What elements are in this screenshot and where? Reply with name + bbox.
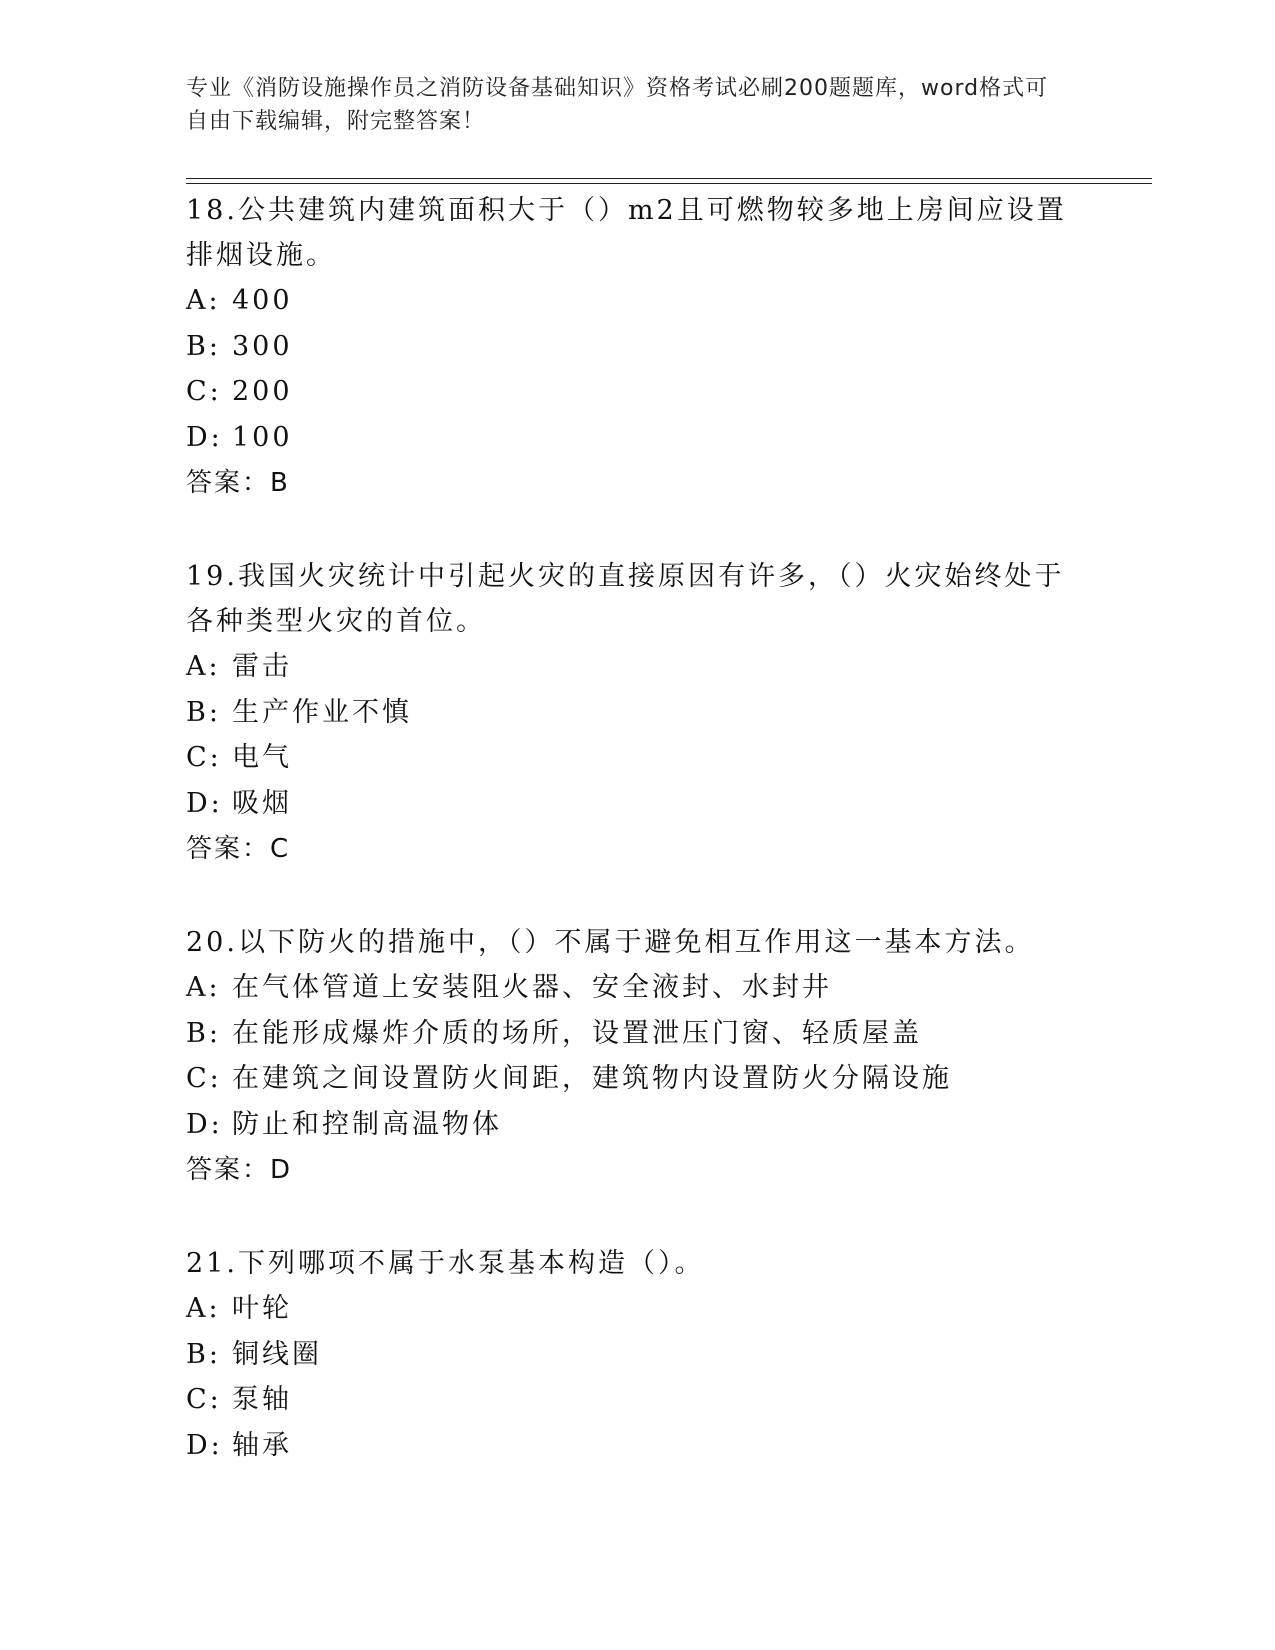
answer-label: 答案：D <box>186 1155 293 1185</box>
option-b <box>186 1332 1086 1378</box>
option-a <box>186 644 1086 690</box>
option-a <box>186 278 1086 324</box>
option-key: C: <box>186 742 222 773</box>
option-text: 400 <box>232 285 293 316</box>
option-key: C: <box>186 1063 222 1094</box>
option-key: D: <box>186 787 223 819</box>
option-text: 叶轮 <box>232 1293 292 1324</box>
question-text: 21.下列哪项不属于水泵基本构造（）。 <box>186 1248 705 1279</box>
option-d <box>186 415 1086 461</box>
option-key: A: <box>186 285 221 316</box>
option-key: B: <box>186 696 221 728</box>
option-text: 吸烟 <box>232 787 292 819</box>
option-b <box>186 1011 1086 1057</box>
question-text: 19.我国火灾统计中引起火灾的直接原因有许多，（）火灾始终处于各种类型火灾的首位。 <box>186 561 1065 637</box>
option-b <box>186 690 1086 736</box>
option-d <box>186 1423 1086 1469</box>
option-a <box>186 965 1086 1011</box>
answer-label: 答案：B <box>186 468 290 498</box>
option-c <box>186 1377 1086 1423</box>
document-header <box>186 72 1066 138</box>
option-key: B: <box>186 1338 221 1370</box>
option-text: 在气体管道上安装阻火器、安全液封、水封井 <box>232 972 832 1003</box>
option-key: D: <box>186 1108 223 1140</box>
option-text: 电气 <box>232 742 292 773</box>
option-c <box>186 1056 1086 1102</box>
option-key: B: <box>186 1017 221 1049</box>
option-a <box>186 1286 1086 1332</box>
header-rule-top <box>186 178 1152 179</box>
option-text: 轴承 <box>232 1429 292 1461</box>
option-key: D: <box>186 1429 223 1461</box>
option-d <box>186 781 1086 827</box>
option-text: 在能形成爆炸介质的场所，设置泄压门窗、轻质屋盖 <box>232 1017 922 1049</box>
option-text: 200 <box>232 376 293 407</box>
option-key: C: <box>186 1384 222 1415</box>
option-text: 300 <box>232 330 293 362</box>
question-20 <box>186 920 1086 1193</box>
option-b <box>186 324 1086 370</box>
question-21 <box>186 1241 1086 1468</box>
option-text: 雷击 <box>232 651 292 682</box>
answer-label: 答案：C <box>186 834 291 864</box>
option-key: A: <box>186 972 221 1003</box>
question-list <box>186 188 1086 1516</box>
option-key: B: <box>186 330 221 362</box>
option-c <box>186 735 1086 781</box>
option-c <box>186 369 1086 415</box>
option-d <box>186 1102 1086 1148</box>
header-rule-bottom <box>186 183 1152 184</box>
header-title: 专业《消防设施操作员之消防设备基础知识》资格考试必刷200题题库，word格式可自由下载编辑，附完整答案！ <box>186 76 1049 134</box>
option-text: 生产作业不慎 <box>232 696 412 728</box>
option-text: 防止和控制高温物体 <box>232 1108 502 1140</box>
option-text: 100 <box>232 421 293 453</box>
option-key: C: <box>186 376 222 407</box>
question-19 <box>186 554 1086 872</box>
option-text: 在建筑之间设置防火间距，建筑物内设置防火分隔设施 <box>232 1063 952 1094</box>
question-18 <box>186 188 1086 506</box>
question-text: 20.以下防火的措施中，（）不属于避免相互作用这一基本方法。 <box>186 927 1035 958</box>
question-text: 18.公共建筑内建筑面积大于（）m2且可燃物较多地上房间应设置排烟设施。 <box>186 195 1067 271</box>
option-key: D: <box>186 421 223 453</box>
option-text: 泵轴 <box>232 1384 292 1415</box>
option-text: 铜线圈 <box>232 1338 322 1370</box>
option-key: A: <box>186 651 221 682</box>
option-key: A: <box>186 1293 221 1324</box>
